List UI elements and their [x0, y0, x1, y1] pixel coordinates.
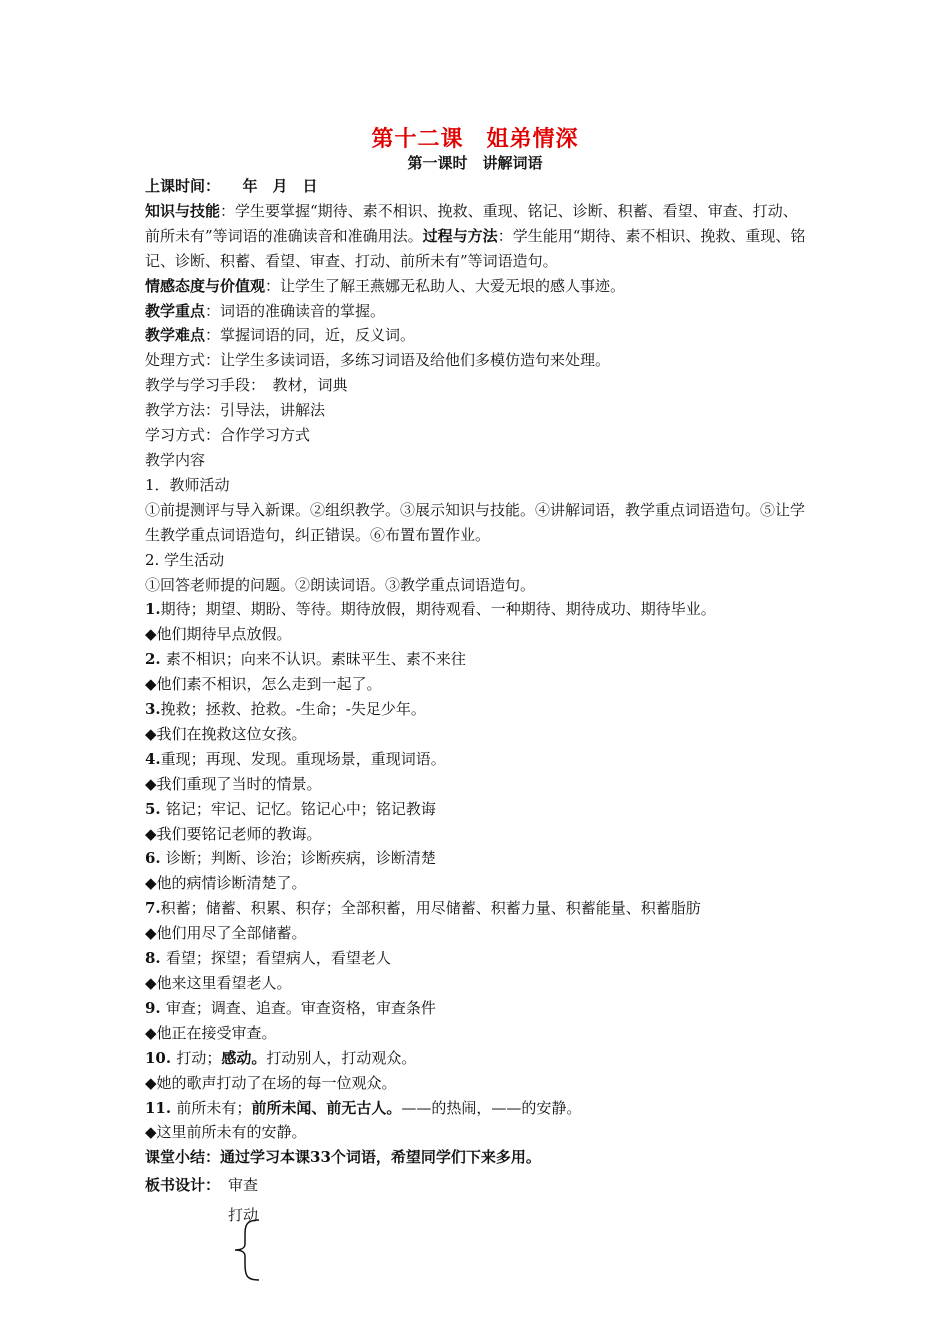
content-heading: 教学内容 [145, 450, 206, 469]
board-item: 打动 [228, 1206, 259, 1224]
vocab-example: ◆我们重现了当时的情景。 [145, 774, 322, 793]
process-label: 过程与方法 [422, 226, 498, 245]
vocab-item: 5. 铭记；牢记、记忆。铭记心中；铭记教诲 [145, 799, 436, 818]
vocab-item: 9. 审查；调查、追查。审查资格，审查条件 [145, 998, 436, 1017]
difficulty-line: 教学难点：掌握词语的同，近，反义词。 [145, 326, 416, 345]
vocab-example: ◆他们素不相识，怎么走到一起了。 [145, 675, 382, 694]
key-point-line: 教学重点：词语的准确读音的掌握。 [145, 301, 386, 320]
student-heading: 2. 学生活动 [145, 550, 225, 569]
teacher-text: ①前提测评与导入新课。②组织教学。③展示知识与技能。④讲解词语，教学重点词语造句。⑤让学生教学重点词语造句，纠正错误。⑥布置布置作业。 [145, 500, 806, 544]
method-line: 教学方法：引导法，讲解法 [145, 401, 326, 420]
vocab-example: ◆这里前所未有的安静。 [145, 1123, 307, 1142]
vocab-list [145, 597, 810, 1145]
vocab-item: 8. 看望；探望；看望病人，看望老人 [145, 949, 391, 968]
class-summary: 课堂小结：通过学习本课33个词语，希望同学们下来多用。 [145, 1148, 541, 1167]
lesson-body [145, 174, 810, 1170]
board-item: 审查 [228, 1176, 259, 1194]
vocab-example: ◆他正在接受审查。 [145, 1023, 277, 1042]
vocab-example: ◆他的病情诊断清楚了。 [145, 874, 307, 893]
class-time: 上课时间： 年 月 日 [145, 177, 318, 195]
lesson-subtitle: 第一课时 讲解词语 [407, 154, 543, 172]
learning-line: 学习方式：合作学习方式 [145, 426, 311, 445]
handling-line: 处理方式：让学生多读词语，多练习词语及给他们多模仿造句来处理。 [145, 351, 611, 370]
skills-label: 知识与技能 [145, 201, 221, 220]
vocab-example: ◆我们要铭记老师的教诲。 [145, 824, 322, 843]
vocab-example: ◆他们用尽了全部储蓄。 [145, 924, 307, 943]
means-line: 教学与学习手段： 教材，词典 [145, 376, 348, 395]
lesson-title: 第十二课 姐弟情深 [371, 126, 579, 152]
vocab-item: 7.积蓄；储蓄、积累、积存；全部积蓄，用尽储蓄、积蓄力量、积蓄能量、积蓄脂肪 [145, 899, 701, 918]
vocab-example: ◆他们期待早点放假。 [145, 625, 292, 644]
vocab-item: 2. 素不相识；向来不认识。素昧平生、素不来往 [145, 650, 466, 669]
skills-text: ：学生要掌握“期待、素不相识、挽救、重现、铭记、诊断、积蓄、看望、审查、打动、前所未有”等词语的准确读音和准确用法。 [145, 201, 798, 245]
curly-brace-icon [227, 1218, 267, 1282]
teacher-heading: 1．教师活动 [145, 475, 230, 494]
vocab-example: ◆他来这里看望老人。 [145, 974, 292, 992]
attitude-line: 情感态度与价值观：让学生了解王燕娜无私助人、大爱无垠的感人事迹。 [145, 276, 626, 295]
board-label: 板书设计： [145, 1176, 221, 1194]
board-design [145, 1170, 259, 1224]
vocab-example: ◆她的歌声打动了在场的每一位观众。 [145, 1073, 397, 1092]
vocab-item: 4.重现；再现、发现。重现场景，重现词语。 [145, 749, 446, 768]
vocab-item: 6. 诊断；判断、诊治；诊断疾病，诊断清楚 [145, 849, 436, 868]
process-text: ：学生能用“期待、素不相识、挽救、重现、铭记、诊断、积蓄、看望、审查、打动、前所未有”等词语造句。 [145, 226, 806, 270]
vocab-item: 11. 前所未有；前所未闻、前无古人。——的热闹，——的安静。 [145, 1098, 582, 1117]
student-text: ①回答老师提的问题。②朗读词语。③教学重点词语造句。 [145, 575, 536, 594]
vocab-item: 1.期待；期望、期盼、等待。期待放假，期待观看、一种期待、期待成功、期待毕业。 [145, 600, 716, 619]
vocab-example: ◆我们在挽救这位女孩。 [145, 724, 307, 743]
objectives-paragraph [145, 199, 810, 274]
vocab-item: 3.挽救；拯救、抢救。-生命；-失足少年。 [145, 700, 426, 719]
vocab-item: 10. 打动；感动。打动别人，打动观众。 [145, 1048, 417, 1067]
